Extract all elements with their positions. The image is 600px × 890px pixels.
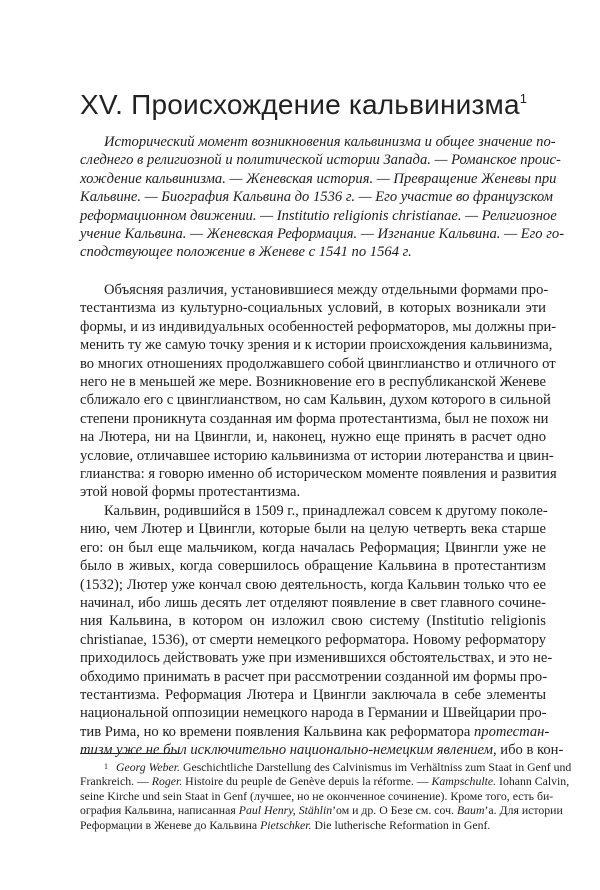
text-segment: , ибо в кон- <box>493 742 564 759</box>
footnote-number: 1 <box>104 762 108 771</box>
italic-text: тизм уже не был исключительно национально-немецким явлением <box>80 742 493 759</box>
text-segment: Исторический момент возникновения кальвинизма и общее значение по- <box>104 134 556 150</box>
text-segment: формы, и из индивидуальных особенностей реформаторов, мы должны при- <box>80 318 557 335</box>
text-segment: Geschichtliche Darstellung des Calvinismus im Verhältniss zum Staat in Genf und <box>180 760 572 774</box>
italic-text: Pietschker. <box>260 817 312 832</box>
text-line <box>80 318 557 336</box>
text-line <box>80 410 549 428</box>
text-line <box>80 741 564 759</box>
text-segment: учение Кальвина. — Женевская Реформация. — Изгнание Кальвина. — Его го- <box>80 225 565 242</box>
text-segment: Iohann Calvin, <box>496 774 570 789</box>
text-line <box>80 686 546 704</box>
text-line <box>80 818 546 832</box>
text-line <box>80 788 554 803</box>
text-line <box>80 225 565 243</box>
text-line <box>80 391 551 409</box>
text-segment: менить ту же самую точку зрения и к истории происхождения кальвинизма, <box>80 337 553 354</box>
text-segment: его: он был еще мальчиком, когда началась Реформация; Цвингли уже не <box>80 539 546 556</box>
text-segment: нию, чем Лютер и Цвингли, которые были на целую четверть века старше <box>80 521 546 538</box>
text-line <box>80 428 546 446</box>
italic-text: протестан- <box>473 723 550 740</box>
text-line <box>80 649 553 667</box>
italic-text: Baum <box>456 803 485 818</box>
italic-text: Kampschulte. <box>431 774 497 789</box>
text-segment: сподствующее положение в Женеве с 1541 по 1564 г. <box>80 244 412 261</box>
text-line <box>80 520 546 538</box>
text-line <box>80 188 553 206</box>
text-line <box>80 539 546 557</box>
text-line <box>80 502 546 520</box>
text-segment: приходилось действовать уже при изменившихся обстоятельствах, и это не- <box>80 650 553 667</box>
text-segment: реформационном движении. — Institutio religionis christianae. — Религиозное <box>80 207 557 224</box>
text-line <box>80 207 557 225</box>
italic-text: Roger. <box>151 774 183 789</box>
text-segment: ’ом и др. О Безе см. соч. <box>332 803 457 818</box>
text-line <box>80 557 546 575</box>
text-segment: национальной оппозиции немецкого народа в Германии и Швейцарии про- <box>80 705 547 722</box>
text-line <box>80 631 546 649</box>
text-line <box>80 576 546 594</box>
text-line <box>80 133 556 151</box>
paragraph-1 <box>80 281 557 502</box>
text-line <box>80 723 550 741</box>
text-segment: степени проникнута созданная им форма протестантизма, был не похож ни <box>80 410 549 427</box>
footnote <box>80 760 572 832</box>
text-segment: ’а. Для истории <box>484 803 563 818</box>
text-line <box>80 336 553 354</box>
footnote-ref: 1 <box>519 90 528 106</box>
text-line <box>80 612 546 630</box>
chapter-title-text: XV. Происхождение кальвинизма <box>80 88 520 120</box>
text-segment: тестантизма. Реформация Лютера и Цвингли заключала в себе элементы <box>80 686 546 703</box>
text-segment: во многих отношениях продолжавшего собой цвинглианство и отличного от <box>80 355 556 372</box>
text-segment: Histoire du peuple de Genève depuis la réforme. — <box>182 774 432 789</box>
text-line <box>80 594 546 612</box>
text-segment: тестантизма из культурно-социальных условий, в которых возникали эти <box>80 300 546 317</box>
footnote-divider <box>80 753 180 754</box>
text-line <box>80 373 546 391</box>
text-line <box>80 668 546 686</box>
italic-text: Georg Weber. <box>116 760 181 774</box>
text-segment: тив Рима, но ко времени появления Кальвина как реформатора <box>80 723 474 740</box>
text-segment: глианства: я говорю именно об историческом моменте появления и развития <box>80 465 557 482</box>
text-line <box>80 151 561 169</box>
text-line <box>80 704 546 722</box>
text-segment: обходимо принимать в расчет при рассмотрении созданной им формы про- <box>80 668 548 685</box>
text-segment: (1532); Лютер уже кончал свою деятельность, когда Кальвин только что ее <box>80 576 546 593</box>
text-segment: было в живых, когда совершилось обращение Кальвина в протестантизм <box>80 558 546 575</box>
text-segment: условие, отличавшее историю кальвинизма от истории лютеранства и цвин- <box>80 447 554 464</box>
italic-text: Paul Henry, Stählin <box>238 803 333 818</box>
text-segment: этой новой формы протестантизма. <box>80 484 301 501</box>
chapter-abstract <box>80 133 565 262</box>
text-segment: ография Кальвина, написанная <box>80 803 239 818</box>
text-line <box>80 299 546 317</box>
text-segment: seine Kirche und sein Staat in Genf (лучшее, но не оконченное сочинение). Кроме того, есть би- <box>80 788 554 803</box>
text-line <box>80 447 554 465</box>
paragraph-2 <box>80 502 564 759</box>
text-line <box>80 774 570 789</box>
text-segment: следнего в религиозной и политической истории Запада. — Романское проис- <box>80 152 561 169</box>
text-line <box>80 803 563 818</box>
text-line <box>80 281 549 299</box>
text-segment: начинал, ибо лишь десять лет отделяют появление в свет главного сочине- <box>80 594 546 611</box>
text-segment: Реформации в Женеве до Кальвина <box>80 817 261 832</box>
text-segment: Кальвин, родившийся в 1509 г., принадлежал совсем к другому поколе- <box>104 503 548 519</box>
text-segment: Die lutherische Reformation in Genf. <box>311 817 491 832</box>
text-line <box>80 243 546 261</box>
text-line <box>80 170 557 188</box>
text-line <box>80 355 556 373</box>
text-segment: ния Кальвина, в котором он изложил свою систему (Institutio religionis <box>80 613 546 630</box>
text-line <box>80 760 572 774</box>
chapter-title <box>80 89 527 121</box>
text-segment: на Лютера, ни на Цвингли, и, наконец, нужно еще принять в расчет одно <box>80 429 546 446</box>
text-segment: Кальвине. — Биография Кальвина до 1536 г. — Его участие во французском <box>80 189 553 206</box>
text-line <box>80 465 557 483</box>
text-segment: хождение кальвинизма. — Женевская история. — Превращение Женевы при <box>80 170 557 187</box>
text-line <box>80 483 546 501</box>
text-segment: него не в меньшей же мере. Возникновение его в республиканской Женеве <box>80 373 546 390</box>
text-segment: Frankreich. — <box>80 774 152 789</box>
text-segment: christianae, 1536), от смерти немецкого реформатора. Новому реформатору <box>80 631 546 648</box>
text-segment: сближало его с цвинглианством, но сам Кальвин, духом которого в сильной <box>80 392 551 409</box>
text-segment: Объясняя различия, установившиеся между отдельными формами про- <box>104 282 549 298</box>
